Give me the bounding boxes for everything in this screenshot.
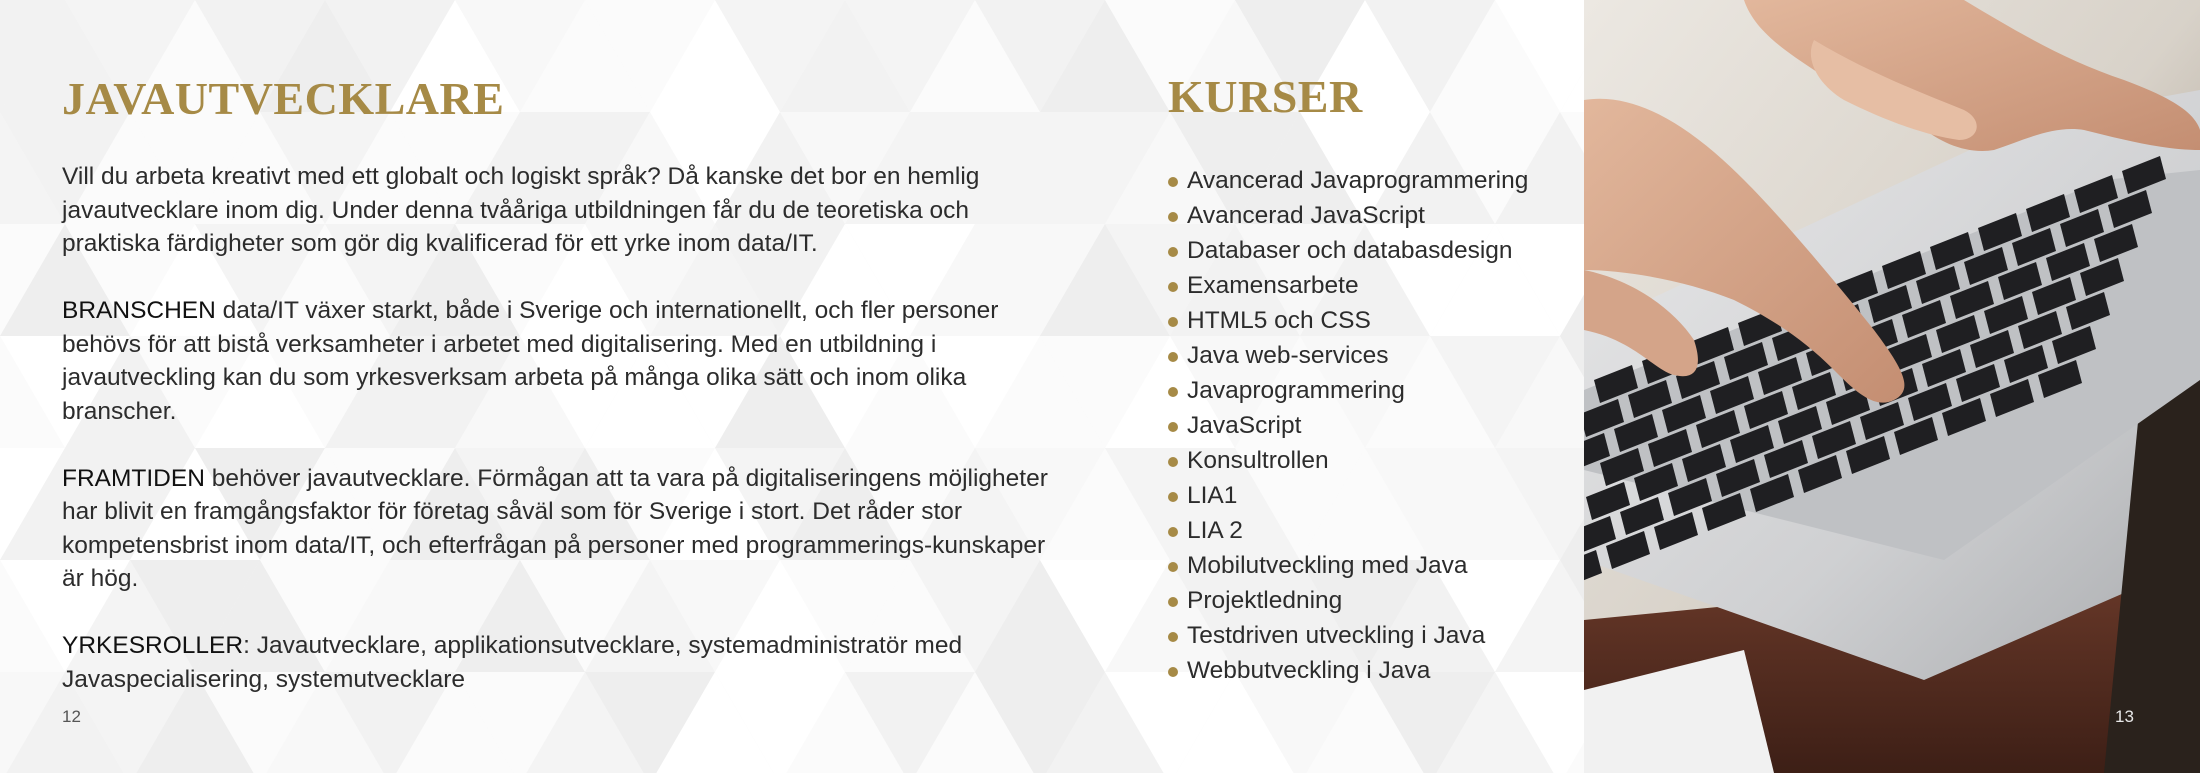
list-item (1168, 303, 1528, 338)
page-number-left: 12 (62, 707, 81, 726)
section-paragraph-branschen (62, 294, 1062, 428)
course-name: Webbutveckling i Java (1187, 657, 1431, 684)
course-name: LIA1 (1187, 482, 1238, 509)
courses-heading: KURSER (1168, 71, 1363, 122)
list-item (1168, 618, 1528, 653)
list-item (1168, 233, 1528, 268)
intro-paragraph: Vill du arbeta kreativt med ett globalt och logiskt språk? Då kanske det bor en hemlig javautvecklare inom dig. Under denna tvååriga utbildningen får du de teoretiska och praktiska färdigheter som gör dig kvalificerad för ett yrke inom data/IT. (62, 163, 980, 257)
page-title-javautvecklare: JAVAUTVECKLARE (62, 73, 505, 124)
bullet-dot-icon (1168, 317, 1178, 327)
section-lead: FRAMTIDEN (62, 464, 205, 492)
bullet-dot-icon (1168, 352, 1178, 362)
list-item (1168, 408, 1528, 443)
list-item (1168, 268, 1528, 303)
bullet-dot-icon (1168, 212, 1178, 222)
course-name: HTML5 och CSS (1187, 307, 1371, 334)
bullet-dot-icon (1168, 632, 1178, 642)
list-item (1168, 478, 1528, 513)
program-description (62, 160, 1062, 730)
list-item (1168, 443, 1528, 478)
list-item (1168, 583, 1528, 618)
bullet-dot-icon (1168, 422, 1178, 432)
list-item (1168, 198, 1528, 233)
course-name: Projektledning (1187, 587, 1343, 614)
course-name: Java web-services (1187, 342, 1389, 369)
bullet-dot-icon (1168, 597, 1178, 607)
section-text: data/IT växer starkt, både i Sverige och internationellt, och fler personer behövs för att bistå verksamheter i arbetet med digitalisering. Med en utbildning i javautveckling kan du som yrkesverksam arbeta på många olika sätt och inom olika branscher. (62, 297, 999, 425)
section-lead: BRANSCHEN (62, 297, 216, 324)
section-text: : Javautvecklare, applikationsutvecklare, systemadministratör med Javaspecialisering, systemutvecklare (62, 632, 963, 693)
section-paragraph-yrkesroller (62, 629, 1062, 696)
course-list (1168, 163, 1528, 688)
list-item (1168, 653, 1528, 688)
list-item (1168, 163, 1528, 198)
course-name: LIA 2 (1187, 517, 1243, 544)
course-name: Javaprogrammering (1187, 377, 1405, 404)
list-item (1168, 513, 1528, 548)
course-name: Examensarbete (1187, 272, 1359, 299)
bullet-dot-icon (1168, 562, 1178, 572)
bullet-dot-icon (1168, 177, 1178, 187)
laptop-typing-photo (1584, 0, 2200, 773)
course-name: Konsultrollen (1187, 447, 1329, 474)
course-name: Avancerad JavaScript (1187, 202, 1425, 229)
list-item (1168, 548, 1528, 583)
section-text: behöver javautvecklare. Förmågan att ta vara på digitaliseringens möjligheter har blivit en framgångsfaktor för företag såväl som för Sverige i stort. Det råder stor kompetensbrist inom data/IT, och efterfrågan på personer med programmerings-kunskaper är hög. (62, 464, 1048, 592)
section-lead: YRKESROLLER (62, 632, 244, 659)
bullet-dot-icon (1168, 457, 1178, 467)
page-number-right: 13 (2115, 707, 2134, 726)
bullet-dot-icon (1168, 387, 1178, 397)
course-name: Testdriven utveckling i Java (1187, 622, 1486, 649)
bullet-dot-icon (1168, 492, 1178, 502)
bullet-dot-icon (1168, 282, 1178, 292)
section-paragraph-framtiden (62, 462, 1062, 596)
list-item (1168, 373, 1528, 408)
course-name: Databaser och databasdesign (1187, 237, 1513, 264)
course-name: JavaScript (1187, 412, 1302, 439)
bullet-dot-icon (1168, 527, 1178, 537)
bullet-dot-icon (1168, 247, 1178, 257)
course-name: Avancerad Javaprogrammering (1187, 167, 1529, 194)
list-item (1168, 338, 1528, 373)
bullet-dot-icon (1168, 667, 1178, 677)
course-name: Mobilutveckling med Java (1187, 552, 1468, 579)
